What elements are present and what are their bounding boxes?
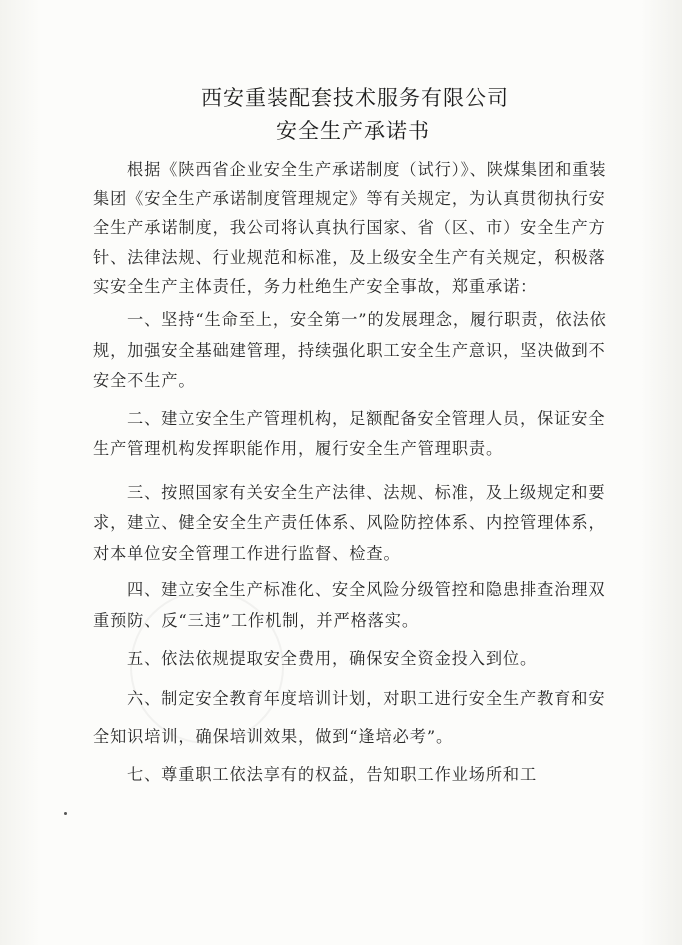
commitment-item-6: 六、制定安全教育年度培训计划，对职工进行安全生产教育和安全知识培训，确保培训效果，做到“逢培必考”。 [93,688,606,746]
intro-paragraph: 根据《陕西省企业安全生产承诺制度（试行）》、陕煤集团和重装集团《安全生产承诺制度管理规定》等有关规定，为认真贯彻执行安全生产承诺制度，我公司将认真执行国家、省（区、市）安全生产方针、法律法规、行业规范和标准，及上级安全生产有关规定，积极落实安全生产主体责任，务力杜绝生产安全事故，郑重承诺： [93,160,607,296]
commitment-item-1: 一、坚持“生命至上，安全第一”的发展理念，履行职责，依法依规，加强安全基础建管理，持续强化职工安全生产意识，坚决做到不安全不生产。 [93,310,607,391]
commitment-item-3: 三、按照国家有关安全生产法律、法规、标准，及上级规定和要求，建立、健全安全生产责任体系、风险防控体系、内控管理体系，对本单位安全管理工作进行监督、检查。 [93,482,606,563]
scan-speck [64,812,67,815]
commitment-item-4: 四、建立安全生产标准化、安全风险分级管控和隐患排查治理双重预防、反“三违”工作机制，并严格落实。 [93,580,606,630]
document-body [93,80,613,790]
company-title: 西安重装配套技术服务有限公司 [201,86,509,110]
commitment-item-7: 七、尊重职工依法享有的权益，告知职工作业场所和工 [127,764,538,784]
document-title: 安全生产承诺书 [276,119,430,143]
commitment-item-5: 五、依法依规提取安全费用，确保安全资金投入到位。 [127,649,538,669]
commitment-item-2: 二、建立安全生产管理机构，足额配备安全管理人员，保证安全生产管理机构发挥职能作用，履行安全生产管理职责。 [93,408,606,459]
